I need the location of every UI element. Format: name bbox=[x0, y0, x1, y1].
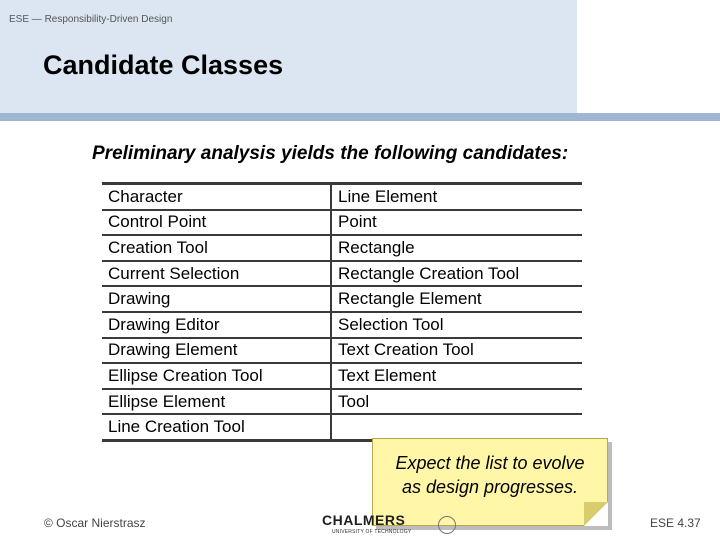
candidate-cell-left: Ellipse Element bbox=[102, 389, 331, 415]
table-row bbox=[102, 210, 582, 236]
table-row bbox=[102, 286, 582, 312]
table-row bbox=[102, 363, 582, 389]
candidate-cell-right bbox=[331, 414, 582, 440]
candidate-cell-right: Point bbox=[331, 210, 582, 236]
subtitle: Preliminary analysis yields the following candidates: bbox=[92, 143, 569, 164]
chalmers-logo bbox=[322, 512, 412, 538]
candidate-cell-left: Ellipse Creation Tool bbox=[102, 363, 331, 389]
table-row bbox=[102, 235, 582, 261]
candidate-cell-right: Line Element bbox=[331, 184, 582, 210]
table-row bbox=[102, 261, 582, 287]
logo-subtext: UNIVERSITY OF TECHNOLOGY bbox=[332, 529, 412, 535]
note-fold-corner bbox=[584, 502, 608, 526]
candidate-cell-left: Control Point bbox=[102, 210, 331, 236]
candidate-cell-right: Rectangle Element bbox=[331, 286, 582, 312]
candidate-cell-right: Text Creation Tool bbox=[331, 338, 582, 364]
candidate-cell-left: Creation Tool bbox=[102, 235, 331, 261]
table-row bbox=[102, 312, 582, 338]
candidate-cell-left: Current Selection bbox=[102, 261, 331, 287]
candidate-cell-left: Drawing bbox=[102, 286, 331, 312]
candidate-cell-right: Text Element bbox=[331, 363, 582, 389]
table-row bbox=[102, 389, 582, 415]
candidate-cell-left: Drawing Editor bbox=[102, 312, 331, 338]
course-label: ESE — Responsibility-Driven Design bbox=[9, 14, 173, 25]
footer-author: © Oscar Nierstrasz bbox=[44, 516, 146, 530]
table-row bbox=[102, 414, 582, 440]
header-rule bbox=[0, 113, 720, 121]
table-row bbox=[102, 338, 582, 364]
candidate-classes-table bbox=[102, 182, 582, 442]
candidate-cell-right: Rectangle bbox=[331, 235, 582, 261]
candidate-cell-right: Tool bbox=[331, 389, 582, 415]
note-line-2: as design progresses. bbox=[401, 477, 579, 497]
candidate-cell-left: Character bbox=[102, 184, 331, 210]
candidate-cell-right: Rectangle Creation Tool bbox=[331, 261, 582, 287]
note-line-1: Expect the list to evolve bbox=[395, 453, 585, 473]
candidate-cell-right: Selection Tool bbox=[331, 312, 582, 338]
logo-wordmark: CHALMERS bbox=[322, 512, 406, 528]
candidate-cell-left: Line Creation Tool bbox=[108, 417, 245, 437]
table-row bbox=[102, 184, 582, 210]
footer-page-number: ESE 4.37 bbox=[650, 516, 701, 530]
candidate-cell-left: Drawing Element bbox=[102, 338, 331, 364]
university-seal-icon bbox=[438, 516, 456, 534]
note-text bbox=[373, 451, 607, 499]
page-title: Candidate Classes bbox=[43, 50, 284, 80]
